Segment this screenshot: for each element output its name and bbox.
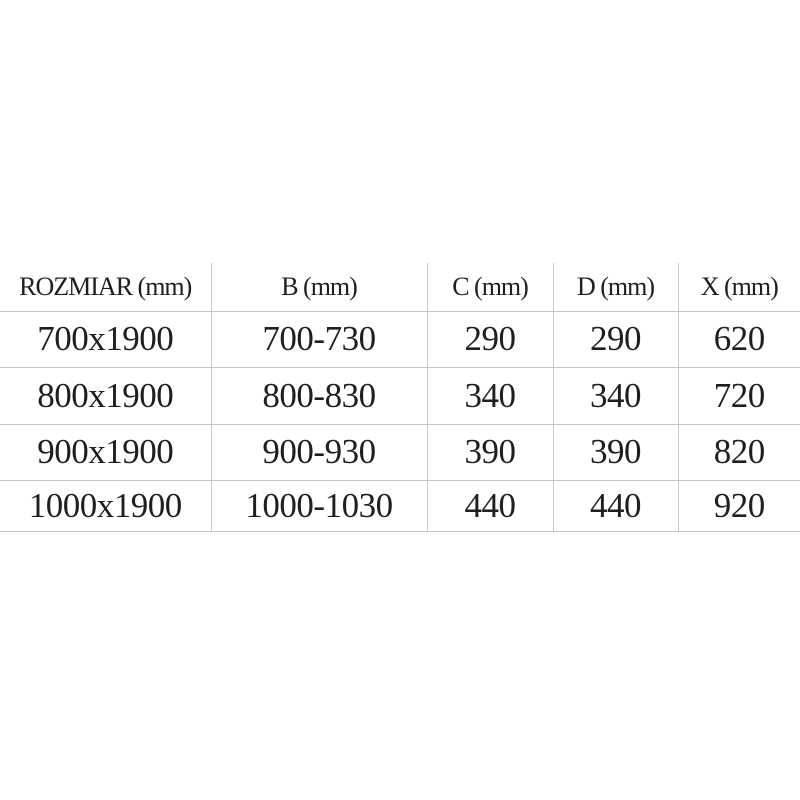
cell-d: 340: [553, 367, 678, 424]
cell-d: 440: [553, 480, 678, 531]
dimensions-table: [0, 263, 800, 532]
table-row: [0, 424, 800, 480]
cell-d: 390: [553, 424, 678, 480]
table-row: [0, 480, 800, 531]
cell-rozmiar: 900x1900: [0, 424, 211, 480]
cell-b: 700-730: [211, 311, 427, 367]
header-row: [0, 263, 800, 311]
cell-x: 820: [678, 424, 800, 480]
cell-rozmiar: 700x1900: [0, 311, 211, 367]
dimensions-table-container: [0, 263, 800, 532]
cell-x: 620: [678, 311, 800, 367]
table-row: [0, 311, 800, 367]
cell-rozmiar: 1000x1900: [0, 480, 211, 531]
cell-c: 290: [427, 311, 553, 367]
column-header-x: X (mm): [678, 263, 800, 311]
column-header-rozmiar: ROZMIAR (mm): [0, 263, 211, 311]
cell-d: 290: [553, 311, 678, 367]
cell-x: 920: [678, 480, 800, 531]
cell-c: 390: [427, 424, 553, 480]
cell-c: 440: [427, 480, 553, 531]
cell-b: 1000-1030: [211, 480, 427, 531]
cell-rozmiar: 800x1900: [0, 367, 211, 424]
column-header-d: D (mm): [553, 263, 678, 311]
cell-x: 720: [678, 367, 800, 424]
cell-b: 900-930: [211, 424, 427, 480]
table-row: [0, 367, 800, 424]
column-header-b: B (mm): [211, 263, 427, 311]
cell-c: 340: [427, 367, 553, 424]
cell-b: 800-830: [211, 367, 427, 424]
column-header-c: C (mm): [427, 263, 553, 311]
